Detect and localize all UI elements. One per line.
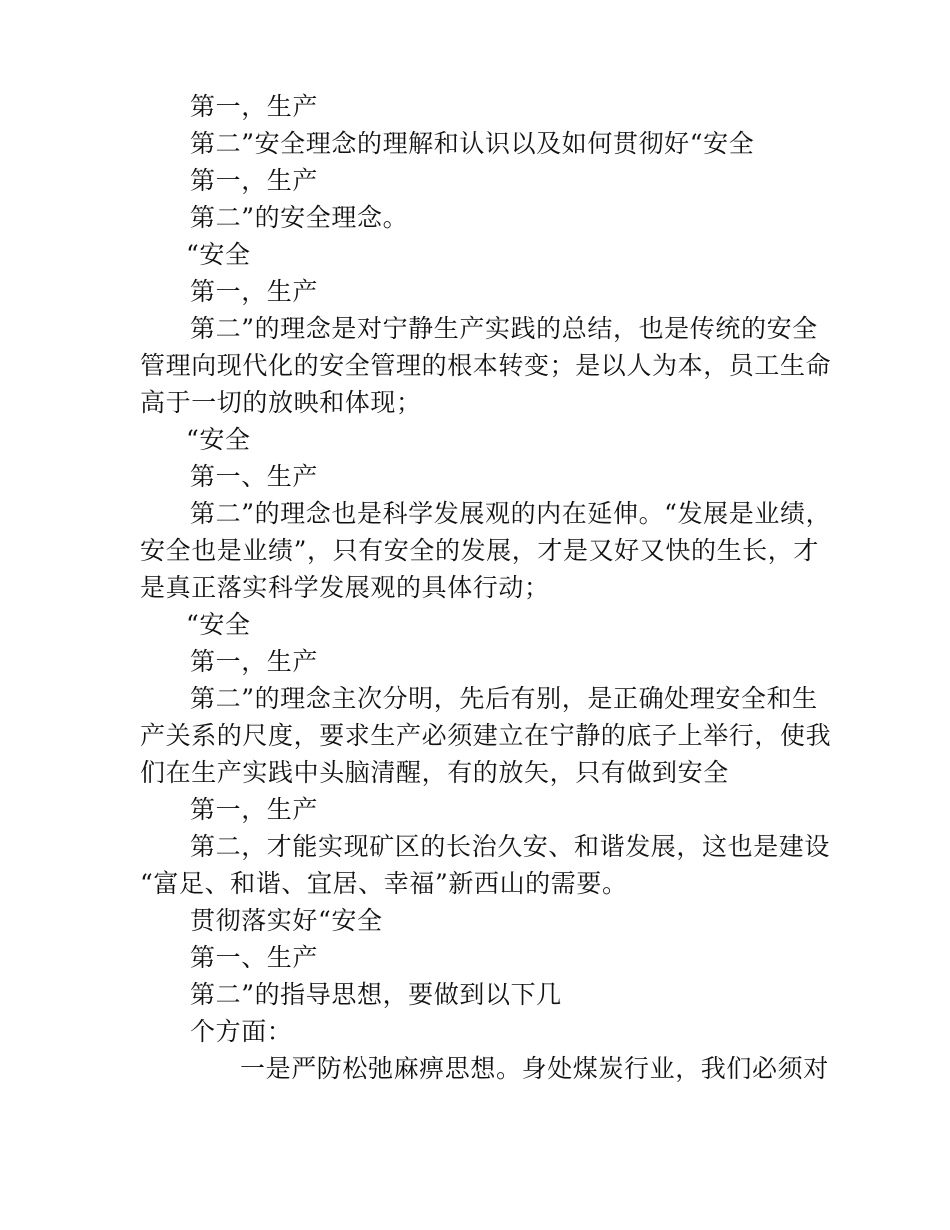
text-line: 第二”的理念是对宁静生产实践的总结，也是传统的安全 [190, 314, 818, 343]
text-line: “富足、和谐、宜居、幸福”新西山的需要。 [140, 869, 628, 898]
text-line: 第二，才能实现矿区的长治久安、和谐发展，这也是建设 [190, 832, 831, 861]
text-line: 一是严防松弛麻痹思想。身处煤炭行业，我们必须对 [240, 1054, 829, 1083]
text-line: 第二”的理念也是科学发展观的内在延伸。“发展是业绩， [190, 499, 832, 528]
text-line: 第一，生产 [190, 166, 319, 195]
text-line: 贯彻落实好“安全 [190, 906, 383, 935]
text-line: “安全 [186, 240, 251, 269]
text-line: 安全也是业绩”，只有安全的发展，才是又好又快的生长，才 [140, 536, 819, 565]
text-line: 第二”安全理念的理解和认识以及如何贯彻好“安全 [190, 129, 755, 158]
text-line: 第一，生产 [190, 92, 319, 121]
text-line: 第一，生产 [190, 795, 319, 824]
text-line: 第一，生产 [190, 277, 319, 306]
text-line: 第一、生产 [190, 462, 319, 491]
document-body [140, 88, 832, 1087]
text-line: 第二”的理念主次分明，先后有别，是正确处理安全和生 [190, 684, 818, 713]
text-line: 第二”的安全理念。 [190, 203, 409, 232]
text-line: 高于一切的放映和体现； [140, 388, 422, 417]
text-line: 第一、生产 [190, 943, 319, 972]
text-line: 管理向现代化的安全管理的根本转变；是以人为本，员工生命 [140, 351, 832, 380]
text-line: 第一，生产 [190, 647, 319, 676]
text-line: “安全 [186, 425, 251, 454]
text-line: 个方面： [190, 1017, 293, 1046]
text-line: 是真正落实科学发展观的具体行动； [140, 573, 550, 602]
text-line: “安全 [186, 610, 251, 639]
text-line: 第二”的指导思想，要做到以下几 [190, 980, 562, 1009]
text-line: 们在生产实践中头脑清醒，有的放矢，只有做到安全 [140, 758, 729, 787]
text-line: 产关系的尺度，要求生产必须建立在宁静的底子上举行，使我 [140, 721, 832, 750]
